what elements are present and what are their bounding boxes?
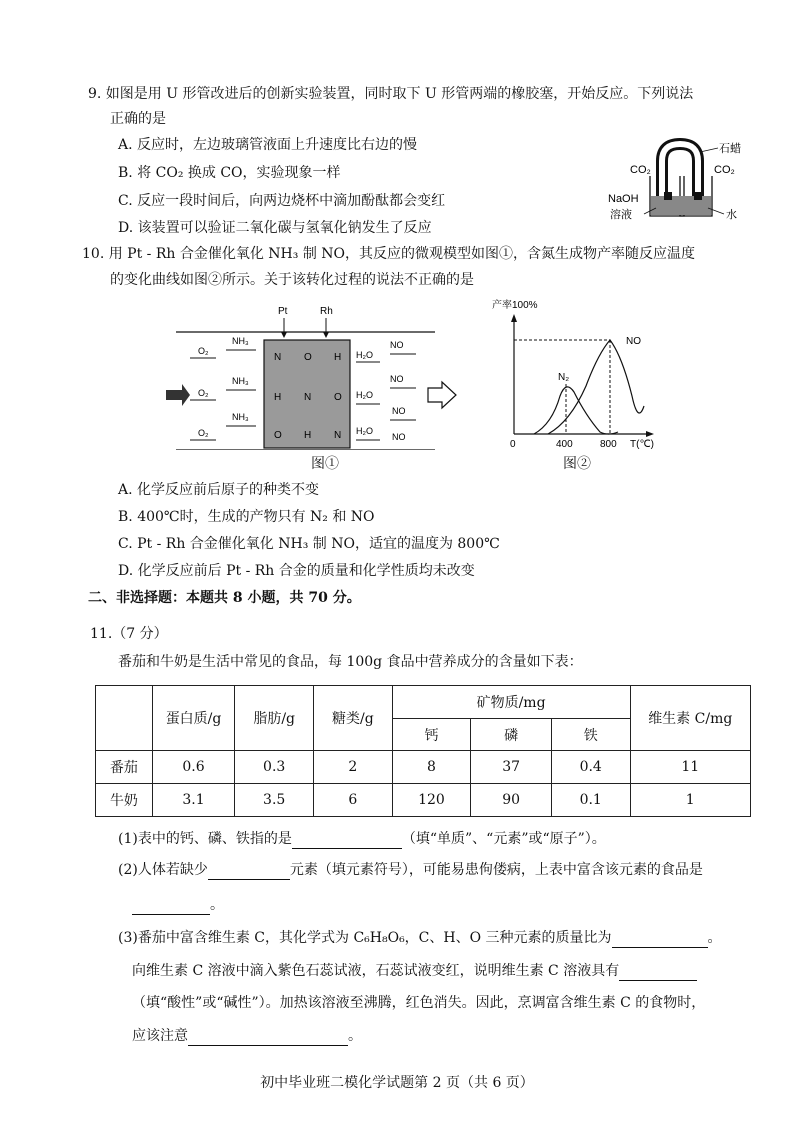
q9-option-c: C. 反应一段时间后，向两边烧杯中滴加酚酞都会变红 <box>118 193 446 209</box>
fig1-grid-0-2: H <box>334 352 342 363</box>
q11-part2-b: 元素（填元素符号），可能易患佝偻病，上表中富含该元素的食品是 <box>289 862 703 878</box>
fig2-label-no: NO <box>626 336 641 347</box>
answer-blank-1[interactable] <box>292 832 402 849</box>
q10-figure1 <box>160 300 460 450</box>
cell: 0.6 <box>152 751 235 784</box>
q9-label-co2-left: CO₂ <box>630 164 651 176</box>
q9-label-co2-right: CO₂ <box>714 164 735 176</box>
fig2-ylabel: 产率100% <box>492 300 538 311</box>
q11-part3-line2 <box>132 961 697 981</box>
q11-part3-line1 <box>118 928 722 948</box>
fig2-caption: 图② <box>563 456 591 472</box>
fig2-label-n2: N₂ <box>558 372 570 383</box>
row-name: 番茄 <box>96 751 153 784</box>
q11-part1-b: （填“单质”、“元素”或“原子”）。 <box>401 831 606 847</box>
header-calcium: 钙 <box>392 719 471 751</box>
q10-stem-line2: 的变化曲线如图②所示。关于该转化过程的说法不正确的是 <box>110 272 474 288</box>
fig2-origin: 0 <box>510 439 516 450</box>
q9-option-b: B. 将 CO₂ 换成 CO，实验现象一样 <box>118 165 341 181</box>
fig1-r2-a: NO <box>390 374 404 384</box>
cell: 2 <box>314 751 393 784</box>
q11-part2-end <box>132 895 224 915</box>
answer-blank-6[interactable] <box>188 1029 348 1046</box>
cell: 120 <box>392 784 471 817</box>
q10-option-d: D. 化学反应前后 Pt - Rh 合金的质量和化学性质均未改变 <box>118 563 475 579</box>
fig1-l2-b: O₂ <box>198 388 209 398</box>
q10-option-c: C. Pt - Rh 合金催化氧化 NH₃ 制 NO，适宜的温度为 800℃ <box>118 536 500 552</box>
cell: 90 <box>471 784 552 817</box>
q10-stem-line1: 10. 用 Pt - Rh 合金催化氧化 NH₃ 制 NO，其反应的微观模型如图①，含氮生成物产率随反应温度 <box>82 246 695 262</box>
header-minerals: 矿物质/mg <box>392 686 630 719</box>
cell: 8 <box>392 751 471 784</box>
fig1-r2-c: NO <box>392 406 406 416</box>
fig1-grid-1-0: H <box>274 392 282 403</box>
section-2-heading: 二、非选择题：本题共 8 小题，共 70 分。 <box>88 590 361 606</box>
q9-label-stone: 石蜡 <box>719 143 741 155</box>
fig1-pt: Pt <box>278 306 288 317</box>
q11-part2-c: 。 <box>210 897 224 913</box>
nutrition-table <box>95 685 751 817</box>
q10-figure2 <box>490 296 670 456</box>
cell: 3.1 <box>152 784 235 817</box>
answer-blank-5[interactable] <box>619 964 697 981</box>
header-protein: 蛋白质/g <box>152 686 235 751</box>
header-sugar: 糖类/g <box>314 686 393 751</box>
cell: 37 <box>471 751 552 784</box>
q11-part1 <box>118 829 606 849</box>
cell: 1 <box>630 784 750 817</box>
table-row <box>96 784 751 817</box>
q10-option-b: B. 400℃时，生成的产物只有 N₂ 和 NO <box>118 509 375 525</box>
q9-label-water: 水 <box>726 209 737 221</box>
q11-part3-b: 。 <box>707 930 722 946</box>
fig2-xlabel: T(℃) <box>630 439 654 450</box>
row-name: 牛奶 <box>96 784 153 817</box>
fig1-r3-a: H₂O <box>356 426 373 436</box>
fig1-grid-2-1: H <box>304 430 312 441</box>
fig1-grid-1-2: O <box>334 392 342 403</box>
cell: 0.4 <box>551 751 630 784</box>
fig1-caption: 图① <box>311 456 339 472</box>
q9-option-a: A. 反应时，左边玻璃管液面上升速度比右边的慢 <box>118 137 418 153</box>
fig1-rh: Rh <box>320 306 333 317</box>
q11-part3-f: 。 <box>348 1028 362 1044</box>
cell: 0.3 <box>235 751 314 784</box>
fig1-l2-a: NH₃ <box>232 376 249 386</box>
table-row <box>96 751 751 784</box>
cell: 0.1 <box>551 784 630 817</box>
q11-intro: 番茄和牛奶是生活中常见的食品，每 100g 食品中营养成分的含量如下表： <box>118 654 583 670</box>
q11-part3-line3: （填“酸性”或“碱性”）。加热该溶液至沸腾，红色消失。因此，烹调富含维生素 C 的食物时， <box>132 995 706 1011</box>
fig1-r1-a: H₂O <box>356 350 373 360</box>
q9-stem-line2: 正确的是 <box>110 111 166 127</box>
fig1-grid-1-1: N <box>304 392 312 403</box>
q9-option-d: D. 该装置可以验证二氧化碳与氢氧化钠发生了反应 <box>118 220 432 236</box>
q9-stem-line1: 9. 如图是用 U 形管改进后的创新实验装置，同时取下 U 形管两端的橡胶塞，开始反应。下列说法 <box>88 86 694 102</box>
q10-option-a: A. 化学反应前后原子的种类不变 <box>118 482 320 498</box>
fig1-grid-2-0: O <box>274 430 282 441</box>
fig1-l3-b: O₂ <box>198 428 209 438</box>
header-fat: 脂肪/g <box>235 686 314 751</box>
cell: 3.5 <box>235 784 314 817</box>
fig2-tick-800: 800 <box>600 439 617 450</box>
header-phosphorus: 磷 <box>471 719 552 751</box>
q11-part2-a: (2)人体若缺少 <box>118 862 208 878</box>
q11-part3-line4 <box>132 1026 362 1046</box>
q11-part1-a: (1)表中的钙、磷、铁指的是 <box>118 831 292 847</box>
fig2-tick-400: 400 <box>556 439 573 450</box>
fig1-r1-b: NO <box>390 340 404 350</box>
answer-blank-3[interactable] <box>132 898 210 915</box>
q9-u-tube-figure <box>600 136 750 228</box>
fig1-r2-b: H₂O <box>356 390 373 400</box>
fig1-l1-a: O₂ <box>198 346 209 356</box>
q11-part3-c: 向维生素 C 溶液中滴入紫色石蕊试液，石蕊试液变红，说明维生素 C 溶液具有 <box>132 963 620 979</box>
fig1-grid-0-0: N <box>274 352 282 363</box>
q11-part3-e: 应该注意 <box>132 1028 188 1044</box>
q9-label-naoh: NaOH <box>608 193 639 205</box>
header-iron: 铁 <box>551 719 630 751</box>
page-footer: 初中毕业班二模化学试题第 2 页（共 6 页） <box>260 1075 534 1091</box>
answer-blank-2[interactable] <box>208 863 290 880</box>
cell: 6 <box>314 784 393 817</box>
fig1-grid-0-1: O <box>304 352 312 363</box>
header-vitamin-c: 维生素 C/mg <box>630 686 750 751</box>
q11-part2 <box>118 860 703 880</box>
q9-label-solution: 溶液 <box>610 209 632 221</box>
fig1-l1-b: NH₃ <box>232 336 249 346</box>
fig1-grid-2-2: N <box>334 430 342 441</box>
fig1-l3-a: NH₃ <box>232 412 249 422</box>
cell: 11 <box>630 751 750 784</box>
q11-part3-a: (3)番茄中富含维生素 C，其化学式为 C₆H₈O₆，C、H、O 三种元素的质量比为 <box>118 930 612 946</box>
table-corner <box>96 686 153 751</box>
answer-blank-4[interactable] <box>612 931 708 948</box>
q11-title: 11.（7 分） <box>90 626 168 642</box>
fig1-r3-b: NO <box>392 432 406 442</box>
